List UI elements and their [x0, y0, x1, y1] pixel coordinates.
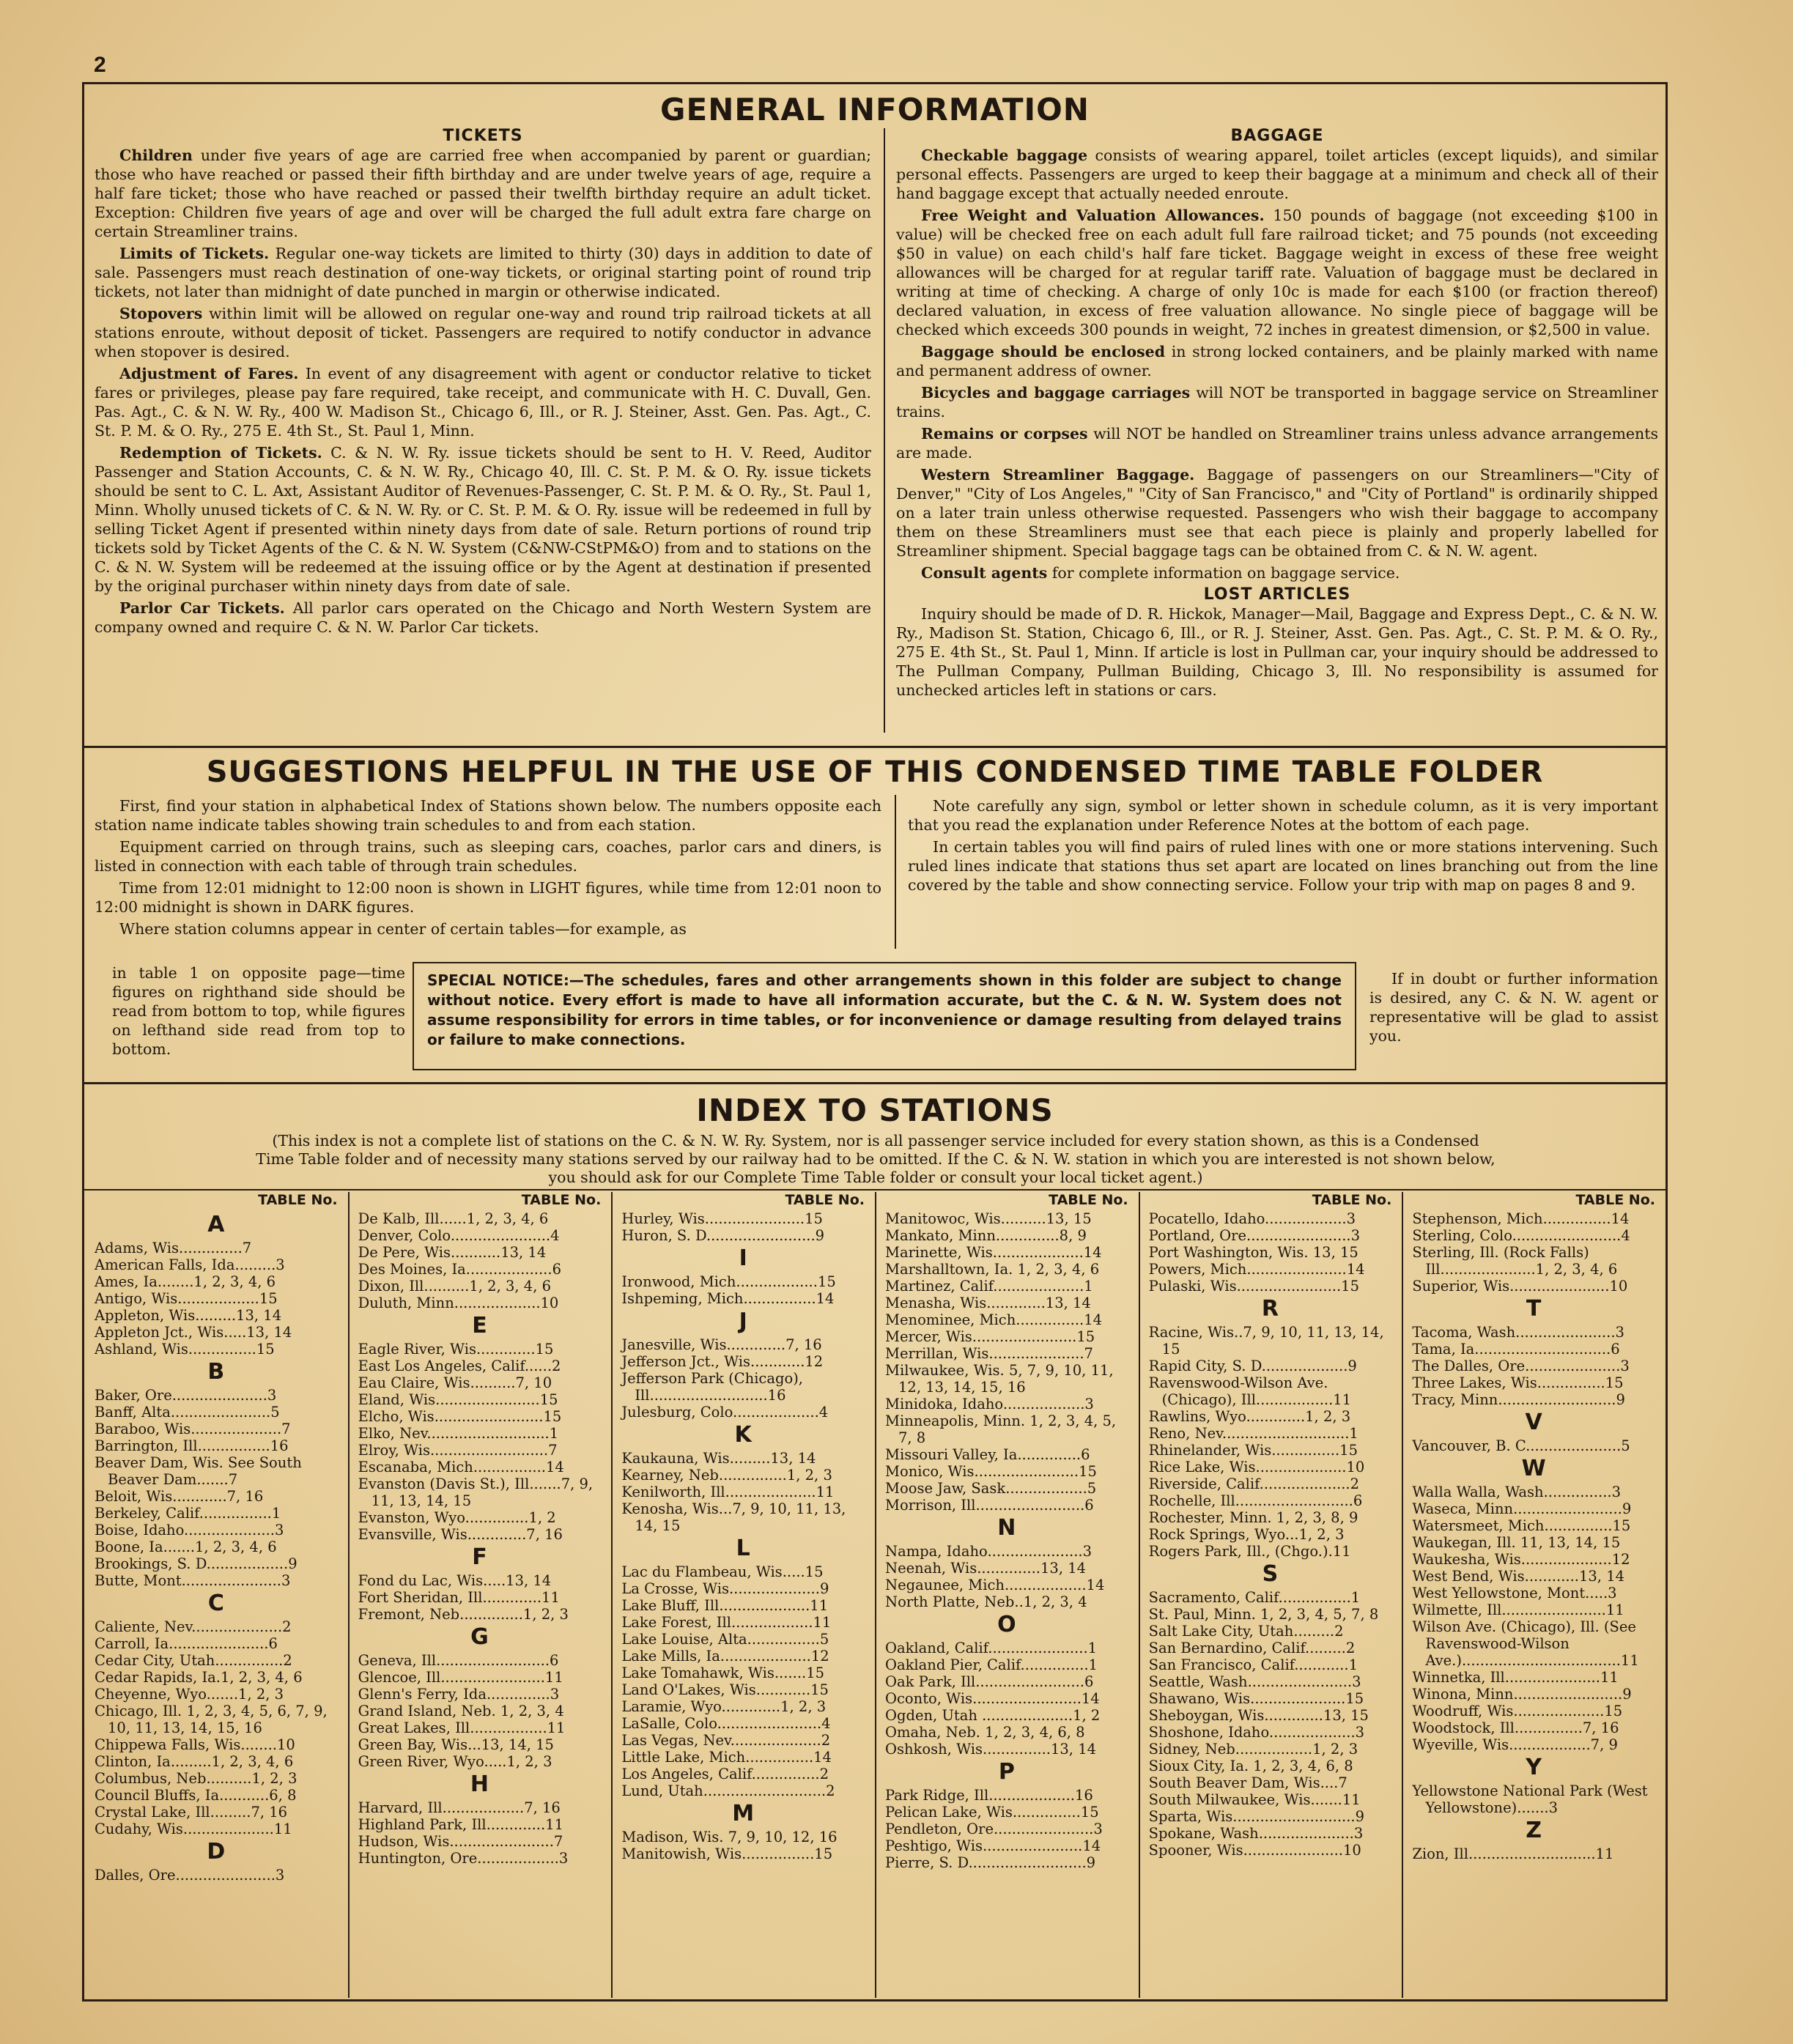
index-letter-heading: N	[997, 1515, 1016, 1541]
index-letter-heading: D	[207, 1839, 226, 1865]
station-entry: Oakland, Calif......................1	[885, 1640, 1098, 1656]
station-entry: Woodstock, Ill...............7, 16	[1412, 1719, 1619, 1736]
station-entry: Madison, Wis. 7, 9, 10, 12, 16	[621, 1829, 838, 1845]
station-entry: Kaukauna, Wis.........13, 14	[621, 1450, 816, 1467]
station-entry: Adams, Wis..............7	[95, 1240, 252, 1256]
baggage-paragraph	[896, 563, 1658, 582]
station-entry: Duluth, Minn...................10	[358, 1295, 559, 1311]
station-entry: Evansville, Wis.............7, 16	[358, 1526, 563, 1543]
station-entry: Lake Tomahawk, Wis.......15	[621, 1665, 825, 1681]
station-entry: Oakland Pier, Calif...............1	[885, 1656, 1098, 1673]
station-entry: Zion, Ill............................11	[1412, 1845, 1614, 1862]
index-letter-heading: O	[997, 1612, 1016, 1637]
station-entry: Salt Lake City, Utah.........2	[1148, 1623, 1344, 1640]
index-letter-heading: Z	[1526, 1818, 1542, 1843]
station-entry: Rawlins, Wyo.............1, 2, 3	[1148, 1408, 1351, 1425]
tickets-paragraph-text: C. & N. W. Ry. issue tickets should be sent to H. V. Reed, Auditor Passenger and Station Accounts, C. & N. W. Ry., Chicago 40, Ill. C. St. P. M. & O. Ry. issue tickets should be sent to C. L. Axt, Assistant Auditor of Revenues-Passenger, C. St. P. M. & O. Ry., St. Paul 1, Minn. Wholly unused tickets of C. & N. W. Ry. or C. St. P. M. & O. Ry. issue will be redeemed in full by selling Ticket Agent if presented within ninety days from date of sale. Return portions of round trip tickets sold by Ticket Agents of the C. & N. W. System (C&NW-CStPM&O) from and to stations on the C. & N. W. System will be redeemed at the issuing office or by the Agent at destination if presented by the original purchaser within ninety days from date of sale.	[95, 444, 871, 595]
station-entry: Caliente, Nev....................2	[95, 1618, 292, 1635]
station-entry: South Milwaukee, Wis.......11	[1148, 1791, 1361, 1808]
lost-articles-text: Inquiry should be made of D. R. Hickok, Manager—Mail, Baggage and Express Dept., C. & N. W. Ry., Madison St. Station, Chicago 6, Ill., or R. J. Steiner, Asst. Gen. Pas. Agt., C. St. P. M. & O. Ry., 275 E. 4th St., St. Paul 1, Minn. If article is lost in Pullman car, your inquiry should be addressed to The Pullman Company, Pullman Building, Chicago 3, Ill. No responsibility is assumed for unchecked articles left in stations or cars.	[896, 605, 1658, 699]
station-entry: Sioux City, Ia. 1, 2, 3, 4, 6, 8	[1148, 1758, 1353, 1774]
station-entry: Carroll, Ia......................6	[95, 1635, 278, 1652]
index-letter-heading: G	[470, 1624, 489, 1650]
station-entry: Racine, Wis..7, 9, 10, 11, 13, 14, 15	[1148, 1324, 1384, 1358]
index-letter-heading: E	[472, 1313, 487, 1338]
station-entry: Los Angeles, Calif...............2	[621, 1766, 829, 1782]
station-entry: Appleton, Wis.........13, 14	[95, 1307, 282, 1324]
station-entry: Evanston, Wyo..............1, 2	[358, 1509, 556, 1526]
suggestion-paragraph: Time from 12:01 midnight to 12:00 noon is shown in LIGHT figures, while time from 12:01 noon to 12:00 midnight is shown in DARK figures.	[95, 879, 881, 916]
station-entry: Peshtigo, Wis......................14	[885, 1837, 1101, 1854]
content-frame	[82, 82, 1668, 2002]
station-entry: Stephenson, Mich...............14	[1412, 1210, 1630, 1227]
baggage-paragraph-lead: Consult agents	[921, 564, 1048, 582]
baggage-paragraph-lead: Remains or corpses	[921, 425, 1088, 443]
section-divider-1	[84, 746, 1666, 748]
station-entry: Monico, Wis.......................15	[885, 1463, 1097, 1480]
baggage-paragraph-text: consists of wearing apparel, toilet articles (except liquids), and similar personal effects. Passengers are urged to keep their baggage at a minimum and check all of their hand baggage except that actually needed enroute.	[896, 147, 1658, 202]
station-entry: Shoshone, Idaho...................3	[1148, 1724, 1365, 1741]
station-entry: Kenilworth, Ill....................11	[621, 1484, 835, 1500]
station-entry: Beaver Dam, Wis. See South Beaver Dam.......7	[95, 1454, 302, 1488]
table-no-header: TABLE No.	[785, 1192, 865, 1208]
station-entry: Omaha, Neb. 1, 2, 3, 4, 6, 8	[885, 1724, 1085, 1741]
tickets-paragraph-lead: Stopovers	[119, 305, 203, 322]
station-entry: Rochester, Minn. 1, 2, 3, 8, 9	[1148, 1509, 1358, 1526]
baggage-heading: BAGGAGE	[1230, 127, 1324, 145]
station-entry: Rock Springs, Wyo...1, 2, 3	[1148, 1526, 1345, 1543]
index-intro: (This index is not a complete list of stations on the C. & N. W. Ry. System, nor is all passenger service included for every station shown, as this is a Condensed Time Table folder and of necessity many stations served by our railway had to be omitted. If the C. & N. W. station in which you are interested is not shown below, you should ask for our Complete Time Table folder or consult your local ticket agent.)	[256, 1132, 1496, 1186]
station-entry: North Platte, Neb..1, 2, 3, 4	[885, 1593, 1087, 1610]
station-entry: Mankato, Minn..............8, 9	[885, 1227, 1087, 1244]
station-entry: Oconto, Wis........................14	[885, 1690, 1100, 1707]
station-entry: Evanston (Davis St.), Ill.......7, 9, 11, 13, 14, 15	[358, 1475, 594, 1509]
station-entry: Powers, Mich......................14	[1148, 1261, 1365, 1278]
station-entry: Portland, Ore.......................3	[1148, 1227, 1361, 1244]
station-entry: Jefferson Park (Chicago), Ill..........................16	[621, 1370, 804, 1404]
station-entry: Pierre, S. D..........................9	[885, 1854, 1096, 1871]
station-entry: Lake Forest, Ill..................11	[621, 1614, 832, 1631]
index-letter-heading: C	[207, 1591, 224, 1616]
station-entry: Beloit, Wis............7, 16	[95, 1488, 264, 1505]
station-entry: Boone, Ia.......1, 2, 3, 4, 6	[95, 1538, 277, 1555]
index-letter-heading: S	[1262, 1561, 1279, 1587]
baggage-paragraph	[896, 342, 1658, 380]
index-letter-heading: R	[1261, 1296, 1279, 1322]
index-column-divider	[348, 1192, 350, 1998]
index-column-divider	[611, 1192, 613, 1998]
index-letter-heading: M	[732, 1801, 755, 1826]
station-entry: Escanaba, Mich................14	[358, 1459, 564, 1475]
station-entry: Waseca, Minn........................9	[1412, 1500, 1632, 1517]
baggage-paragraph	[896, 383, 1658, 421]
index-letter-heading: V	[1525, 1410, 1542, 1435]
station-entry: Port Washington, Wis. 13, 15	[1148, 1244, 1358, 1261]
station-entry: Oak Park, Ill........................6	[885, 1673, 1094, 1690]
station-entry: Lake Mills, Ia....................12	[621, 1648, 829, 1665]
station-entry: Rochelle, Ill..........................6	[1148, 1492, 1363, 1509]
station-entry: Kearney, Neb...............1, 2, 3	[621, 1467, 832, 1484]
station-entry: Woodruff, Wis....................15	[1412, 1703, 1623, 1719]
station-entry: Boise, Idaho....................3	[95, 1522, 284, 1538]
suggestion-paragraph: First, find your station in alphabetical Index of Stations shown below. The numbers opposite each station name indicate tables showing train schedules to and from each station.	[95, 797, 881, 834]
station-entry: Baraboo, Wis....................7	[95, 1421, 291, 1437]
tickets-paragraph-lead: Parlor Car Tickets.	[119, 599, 285, 617]
station-entry: Manitowoc, Wis..........13, 15	[885, 1210, 1092, 1227]
station-entry: The Dalles, Ore.....................3	[1412, 1358, 1630, 1374]
station-entry: Fremont, Neb..............1, 2, 3	[358, 1606, 569, 1623]
station-entry: Ashland, Wis...............15	[95, 1341, 275, 1358]
station-entry: Tacoma, Wash......................3	[1412, 1324, 1624, 1341]
station-entry: Laramie, Wyo.............1, 2, 3	[621, 1698, 827, 1715]
station-entry: Council Bluffs, Ia...........6, 8	[95, 1787, 297, 1804]
suggestions-right	[908, 796, 1658, 897]
station-entry: Cedar City, Utah...............2	[95, 1652, 292, 1669]
station-entry: Green Bay, Wis...13, 14, 15	[358, 1736, 554, 1753]
station-entry: Jefferson Jct., Wis............12	[621, 1353, 824, 1370]
station-entry: American Falls, Ida.........3	[95, 1256, 285, 1273]
general-divider	[884, 128, 885, 733]
station-entry: Cedar Rapids, Ia.1, 2, 3, 4, 6	[95, 1669, 303, 1686]
station-entry: Wilmette, Ill.......................11	[1412, 1601, 1624, 1618]
station-entry: Brookings, S. D..................9	[95, 1555, 297, 1572]
station-entry: Superior, Wis......................10	[1412, 1278, 1628, 1295]
suggestions-left	[95, 796, 881, 941]
station-entry: Winnetka, Ill.....................11	[1412, 1669, 1619, 1686]
station-entry: Rhinelander, Wis...............15	[1148, 1442, 1358, 1459]
index-letter-heading: T	[1526, 1296, 1542, 1322]
index-title: INDEX TO STATIONS	[696, 1092, 1054, 1128]
station-entry: Ogden, Utah ....................1, 2	[885, 1707, 1101, 1724]
station-entry: South Beaver Dam, Wis....7	[1148, 1774, 1347, 1791]
station-entry: Rogers Park, Ill., (Chgo.).11	[1148, 1543, 1351, 1560]
station-entry: St. Paul, Minn. 1, 2, 3, 4, 5, 7, 8	[1148, 1606, 1379, 1623]
baggage-paragraph-lead: Free Weight and Valuation Allowances.	[921, 207, 1265, 224]
baggage-paragraph	[896, 206, 1658, 339]
table-no-header: TABLE No.	[1049, 1192, 1128, 1208]
index-column	[95, 1192, 338, 1884]
station-entry: Minidoka, Idaho..................3	[885, 1396, 1094, 1412]
station-entry: Harvard, Ill..................7, 16	[358, 1799, 561, 1816]
station-entry: Ravenswood-Wilson Ave. (Chicago), Ill.................11	[1148, 1374, 1352, 1408]
station-entry: Three Lakes, Wis...............15	[1412, 1374, 1624, 1391]
station-entry: Las Vegas, Nev....................2	[621, 1732, 831, 1749]
station-entry: Sterling, Colo........................4	[1412, 1227, 1630, 1244]
index-column-divider	[1402, 1192, 1403, 1998]
station-entry: Antigo, Wis..................15	[95, 1290, 278, 1307]
baggage-paragraph-lead: Bicycles and baggage carriages	[921, 384, 1191, 401]
station-entry: Ames, Ia........1, 2, 3, 4, 6	[95, 1273, 276, 1290]
station-entry: Rice Lake, Wis....................10	[1148, 1459, 1365, 1475]
index-section	[84, 1085, 1666, 2001]
baggage-paragraph	[896, 146, 1658, 203]
station-entry: De Pere, Wis...........13, 14	[358, 1244, 547, 1261]
station-entry: De Kalb, Ill......1, 2, 3, 4, 6	[358, 1210, 549, 1227]
station-entry: Walla Walla, Wash...............3	[1412, 1484, 1621, 1500]
tickets-column	[95, 127, 871, 640]
baggage-paragraph-text: will NOT be handled on Streamliner trains unless advance arrangements are made.	[896, 425, 1659, 462]
index-column	[885, 1192, 1128, 1871]
station-entry: Menasha, Wis.............13, 14	[885, 1295, 1091, 1311]
index-letter-heading: Y	[1526, 1755, 1542, 1780]
station-entry: Morrison, Ill........................6	[885, 1497, 1094, 1514]
baggage-paragraph-text: will NOT be transported in baggage service on Streamliner trains.	[896, 384, 1658, 421]
lost-articles-heading: LOST ARTICLES	[1203, 585, 1351, 604]
station-entry: Eland, Wis.......................15	[358, 1391, 558, 1408]
page-number: 2	[94, 53, 106, 77]
station-entry: Hurley, Wis......................15	[621, 1210, 823, 1227]
tickets-paragraph	[95, 244, 871, 301]
station-entry: Elroy, Wis..........................7	[358, 1442, 558, 1459]
station-entry: Pulaski, Wis.......................15	[1148, 1278, 1359, 1295]
index-columns	[84, 1192, 1666, 1998]
station-entry: Sterling, Ill. (Rock Falls) Ill.....................1, 2, 3, 4, 6	[1412, 1244, 1618, 1278]
baggage-column	[896, 127, 1658, 703]
table-no-header: TABLE No.	[258, 1192, 338, 1208]
station-entry: Tama, Ia..............................6	[1412, 1341, 1620, 1358]
station-entry: Wyeville, Wis..................7, 9	[1412, 1736, 1618, 1753]
station-entry: Seattle, Wash.......................3	[1148, 1673, 1361, 1690]
tickets-paragraph	[95, 146, 871, 241]
station-entry: Dixon, Ill..........1, 2, 3, 4, 6	[358, 1278, 552, 1295]
index-column	[358, 1192, 602, 1867]
station-entry: Glencoe, Ill.......................11	[358, 1669, 563, 1686]
tickets-paragraph	[95, 364, 871, 440]
suggestion-paragraph: Note carefully any sign, symbol or letter shown in schedule column, as it is very important that you read the explanation under Reference Notes at the bottom of each page.	[908, 797, 1658, 834]
station-entry: Neenah, Wis..............13, 14	[885, 1560, 1087, 1577]
station-entry: Spokane, Wash.....................3	[1148, 1825, 1364, 1842]
table-no-header: TABLE No.	[1575, 1192, 1655, 1208]
index-letter-heading: K	[734, 1422, 752, 1448]
station-entry: Elko, Nev...........................1	[358, 1425, 559, 1442]
baggage-paragraph-text: for complete information on baggage service.	[1047, 564, 1400, 582]
index-column-divider	[1139, 1192, 1140, 1998]
tickets-heading: TICKETS	[443, 127, 523, 145]
station-entry: Ironwood, Mich..................15	[621, 1273, 836, 1290]
station-entry: Baker, Ore.....................3	[95, 1387, 277, 1404]
station-entry: Reno, Nev............................1	[1148, 1425, 1358, 1442]
suggestions-left-continued	[112, 963, 405, 1062]
station-entry: Rapid City, S. D...................9	[1148, 1358, 1357, 1374]
station-entry: Vancouver, B. C.....................5	[1412, 1437, 1630, 1454]
station-entry: Marshalltown, Ia. 1, 2, 3, 4, 6	[885, 1261, 1100, 1278]
station-entry: Butte, Mont......................3	[95, 1572, 291, 1589]
baggage-paragraph-text: 150 pounds of baggage (not exceeding $100 in value) will be checked free on each adult full fare railroad ticket; and 75 pounds (not exceeding $50 in value) on each child's half fare ticket. Baggage weight in excess of these free weight allowances will be charged for at regular tariff rate. Valuation of baggage must be declared in writing at time of checking. A charge of only 10c is made for each $100 (or fraction thereof) declared valuation, in excess of free valuation allowance. No single piece of baggage will be checked which exceeds 300 pounds in weight, 72 inches in greatest dimension, or $2,500 in value.	[896, 207, 1658, 338]
station-entry: Pocatello, Idaho..................3	[1148, 1210, 1356, 1227]
suggestion-paragraph: Where station columns appear in center of certain tables—for example, as	[119, 920, 687, 938]
station-entry: Park Ridge, Ill...................16	[885, 1787, 1093, 1804]
station-entry: Riverside, Calif....................2	[1148, 1475, 1360, 1492]
station-entry: Yellowstone National Park (West Yellowstone).......3	[1412, 1782, 1648, 1816]
station-entry: Shawano, Wis.....................15	[1148, 1690, 1364, 1707]
index-letter-heading: I	[739, 1245, 747, 1271]
baggage-paragraph-text: Baggage of passengers on our Streamliners—"City of Denver," "City of Los Angeles," "City of San Francisco," and "City of Portland" is ordinarily shipped on a later train unless otherwise requested. Passengers who wish their baggage to accompany them on these Streamliners must see that each piece is plainly and properly labelled for Streamliner shipment. Special baggage tags can be obtained from C. & N. W. agent.	[896, 466, 1658, 560]
special-notice-box: SPECIAL NOTICE:—The schedules, fares and other arrangements shown in this folder are subject to change without notice. Every effort is made to have all information accurate, but the C. & N. W. System does not assume responsibility for errors in time tables, or for inconvenience or damage resulting from delayed trains or failure to make connections.	[413, 962, 1356, 1070]
baggage-paragraph	[896, 465, 1658, 560]
station-entry: Crystal Lake, Ill.........7, 16	[95, 1804, 288, 1821]
index-letter-heading: J	[739, 1308, 747, 1334]
general-information-title: GENERAL INFORMATION	[660, 92, 1090, 127]
station-entry: Kenosha, Wis...7, 9, 10, 11, 13, 14, 15	[621, 1500, 846, 1534]
baggage-paragraph-lead: Western Streamliner Baggage.	[921, 466, 1195, 484]
station-entry: Lake Bluff, Ill....................11	[621, 1597, 829, 1614]
station-entry: Negaunee, Mich..................14	[885, 1577, 1105, 1593]
station-entry: Barrington, Ill................16	[95, 1437, 289, 1454]
suggestions-title: SUGGESTIONS HELPFUL IN THE USE OF THIS CONDENSED TIME TABLE FOLDER	[206, 755, 1544, 789]
station-entry: Hudson, Wis.......................7	[358, 1833, 563, 1850]
doubt-text-column	[1369, 969, 1658, 1048]
station-entry: Milwaukee, Wis. 5, 7, 9, 10, 11, 12, 13, 14, 15, 16	[885, 1362, 1114, 1396]
station-entry: Des Moines, Ia...................6	[358, 1261, 561, 1278]
index-letter-heading: B	[207, 1359, 225, 1385]
station-entry: Minneapolis, Minn. 1, 2, 3, 4, 5, 7, 8	[885, 1412, 1117, 1446]
suggestions-section	[84, 749, 1666, 1130]
index-column	[1412, 1192, 1655, 1862]
tickets-paragraph-lead: Adjustment of Fares.	[119, 365, 299, 382]
suggestion-paragraph: In certain tables you will find pairs of ruled lines with one or more stations intervening. Such ruled lines indicate that stations thus set apart are located on lines branching out from the line covered by the table and show connecting service. Follow your trip with map on pages 8 and 9.	[908, 838, 1658, 894]
station-entry: Huron, S. D........................9	[621, 1227, 825, 1244]
station-entry: Sheboygan, Wis.............13, 15	[1148, 1707, 1369, 1724]
station-entry: Lake Louise, Alta................5	[621, 1631, 829, 1648]
reading-direction-text: in table 1 on opposite page—time figures on righthand side should be read from bottom to top, while figures on lefthand side read from top to bottom.	[112, 964, 405, 1058]
station-entry: Martinez, Calif....................1	[885, 1278, 1093, 1295]
station-entry: Janesville, Wis.............7, 16	[621, 1336, 822, 1353]
station-entry: Banff, Alta......................5	[95, 1404, 280, 1421]
station-entry: Appleton Jct., Wis.....13, 14	[95, 1324, 292, 1341]
baggage-paragraph-text: in strong locked containers, and be plainly marked with name and permanent address of owner.	[896, 343, 1658, 379]
station-entry: East Los Angeles, Calif......2	[358, 1358, 561, 1374]
index-intro-divider	[84, 1189, 1666, 1191]
table-no-header: TABLE No.	[521, 1192, 602, 1208]
station-entry: Lund, Utah...........................2	[621, 1782, 835, 1799]
station-entry: LaSalle, Colo.......................4	[621, 1715, 831, 1732]
station-entry: Tracy, Minn..........................9	[1412, 1391, 1625, 1408]
general-information-section	[84, 84, 1666, 735]
tickets-body	[95, 146, 871, 637]
station-entry: Huntington, Ore..................3	[358, 1850, 569, 1867]
station-entry: Green River, Wyo.....1, 2, 3	[358, 1753, 552, 1770]
index-column	[621, 1192, 865, 1862]
baggage-body	[896, 146, 1658, 582]
station-entry: Lac du Flambeau, Wis.....15	[621, 1563, 824, 1580]
index-letter-heading: A	[207, 1212, 225, 1237]
suggestions-divider	[895, 795, 896, 949]
index-column-divider	[875, 1192, 876, 1998]
baggage-paragraph-lead: Baggage should be enclosed	[921, 343, 1166, 360]
tickets-paragraph-text: All parlor cars operated on the Chicago and North Western System are company owned and require C. & N. W. Parlor Car tickets.	[95, 599, 871, 636]
station-entry: Sparta, Wis...........................9	[1148, 1808, 1365, 1825]
tickets-paragraph	[95, 599, 871, 637]
station-entry: Eagle River, Wis.............15	[358, 1341, 554, 1358]
station-entry: Pendleton, Ore......................3	[885, 1821, 1103, 1837]
tickets-paragraph-text: In event of any disagreement with agent or conductor relative to ticket fares or privileges, please pay fare required, take receipt, and communicate with H. C. Duvall, Gen. Pas. Agt., C. & N. W. Ry., 400 W. Madison St., Chicago 6, Ill., or R. J. Steiner, Asst. Gen. Pas. Agt., C. St. P. M. & O. Ry., 275 E. 4th St., St. Paul 1, Minn.	[95, 365, 871, 440]
station-entry: West Bend, Wis............13, 14	[1412, 1568, 1625, 1585]
station-entry: Winona, Minn........................9	[1412, 1686, 1632, 1703]
station-entry: Wilson Ave. (Chicago), Ill. (See Ravenswood-Wilson Ave.)...................................11	[1412, 1618, 1639, 1669]
station-entry: Fort Sheridan, Ill.............11	[358, 1589, 560, 1606]
section-divider-2	[84, 1082, 1666, 1084]
station-entry: Missouri Valley, Ia..............6	[885, 1446, 1090, 1463]
station-entry: Little Lake, Mich...............14	[621, 1749, 832, 1766]
station-entry: Spooner, Wis......................10	[1148, 1842, 1361, 1859]
station-entry: Berkeley, Calif................1	[95, 1505, 281, 1522]
station-entry: Denver, Colo......................4	[358, 1227, 560, 1244]
station-entry: Cudahy, Wis....................11	[95, 1821, 292, 1837]
tickets-paragraph-text: Regular one-way tickets are limited to thirty (30) days in addition to date of sale. Passengers must reach destination of one-way tickets, or original starting point of round trip tickets, not later than midnight of date punched in margin or otherwise indicated.	[95, 245, 871, 300]
doubt-text: If in doubt or further information is desired, any C. & N. W. agent or representative will be glad to assist you.	[1369, 970, 1658, 1045]
station-entry: La Crosse, Wis....................9	[621, 1580, 829, 1597]
station-entry: West Yellowstone, Mont.....3	[1412, 1585, 1617, 1601]
baggage-paragraph	[896, 424, 1658, 462]
tickets-paragraph	[95, 443, 871, 596]
station-entry: Nampa, Idaho.....................3	[885, 1543, 1093, 1560]
index-letter-heading: F	[472, 1544, 487, 1570]
station-entry: Chippewa Falls, Wis........10	[95, 1736, 295, 1753]
station-entry: Glenn's Ferry, Ida..............3	[358, 1686, 560, 1703]
station-entry: Marinette, Wis....................14	[885, 1244, 1102, 1261]
station-entry: Julesburg, Colo...................4	[621, 1404, 829, 1421]
station-entry: Manitowish, Wis................15	[621, 1845, 833, 1862]
station-entry: Menominee, Mich...............14	[885, 1311, 1103, 1328]
index-letter-heading: L	[736, 1536, 750, 1561]
station-entry: San Francisco, Calif............1	[1148, 1656, 1358, 1673]
index-column	[1149, 1192, 1392, 1859]
station-entry: Cheyenne, Wyo.......1, 2, 3	[95, 1686, 284, 1703]
suggestion-paragraph: Equipment carried on through trains, such as sleeping cars, coaches, parlor cars and diners, is listed in connection with each table of through train schedules.	[95, 838, 881, 875]
station-entry: Clinton, Ia.........1, 2, 3, 4, 6	[95, 1753, 294, 1770]
tickets-paragraph-lead: Limits of Tickets.	[119, 245, 270, 262]
tickets-paragraph-lead: Children	[119, 147, 193, 164]
station-entry: Dalles, Ore......................3	[95, 1867, 285, 1884]
station-entry: Elcho, Wis........................15	[358, 1408, 562, 1425]
station-entry: Highland Park, Ill.............11	[358, 1816, 564, 1833]
baggage-paragraph-lead: Checkable baggage	[921, 147, 1088, 164]
index-letter-heading: P	[998, 1759, 1015, 1785]
station-entry: Watersmeet, Mich...............15	[1412, 1517, 1631, 1534]
station-entry: Waukegan, Ill. 11, 13, 14, 15	[1412, 1534, 1621, 1551]
station-entry: Ishpeming, Mich................14	[621, 1290, 835, 1307]
station-entry: Great Lakes, Ill.................11	[358, 1719, 566, 1736]
station-entry: Geneva, Ill.........................6	[358, 1652, 559, 1669]
tickets-paragraph-text: within limit will be allowed on regular one-way and round trip railroad tickets at all stations enroute, without deposit of ticket. Passengers are required to notify conductor in advance when stopover is desired.	[95, 305, 871, 360]
station-entry: Pelican Lake, Wis...............15	[885, 1804, 1099, 1821]
station-entry: San Bernardino, Calif.........2	[1148, 1640, 1356, 1656]
station-entry: Merrillan, Wis.....................7	[885, 1345, 1093, 1362]
station-entry: Oshkosh, Wis...............13, 14	[885, 1741, 1097, 1758]
station-entry: Sidney, Neb.................1, 2, 3	[1148, 1741, 1358, 1758]
station-entry: Mercer, Wis.......................15	[885, 1328, 1095, 1345]
station-entry: Eau Claire, Wis..........7, 10	[358, 1374, 552, 1391]
tickets-paragraph-lead: Redemption of Tickets.	[119, 444, 322, 462]
station-entry: Waukesha, Wis....................12	[1412, 1551, 1630, 1568]
station-entry: Land O'Lakes, Wis............15	[621, 1681, 829, 1698]
index-letter-heading: W	[1521, 1456, 1546, 1481]
tickets-paragraph-text: under five years of age are carried free when accompanied by parent or guardian; those who have reached or passed their fifth birthday and are under twelve years of age, require a half fare ticket; those who have reached or passed their twelfth birthday require an adult ticket. Exception: Children five years of age and over will be charged the full adult extra fare charge on certain Streamliner trains.	[95, 147, 871, 240]
station-entry: Fond du Lac, Wis.....13, 14	[358, 1572, 552, 1589]
station-entry: Grand Island, Neb. 1, 2, 3, 4	[358, 1703, 564, 1719]
tickets-paragraph	[95, 304, 871, 361]
station-entry: Sacramento, Calif................1	[1148, 1589, 1361, 1606]
station-entry: Columbus, Neb..........1, 2, 3	[95, 1770, 297, 1787]
station-entry: Chicago, Ill. 1, 2, 3, 4, 5, 6, 7, 9, 10, 11, 13, 14, 15, 16	[95, 1703, 328, 1736]
index-letter-heading: H	[470, 1771, 489, 1797]
station-entry: Moose Jaw, Sask..................5	[885, 1480, 1097, 1497]
table-no-header: TABLE No.	[1312, 1192, 1392, 1208]
